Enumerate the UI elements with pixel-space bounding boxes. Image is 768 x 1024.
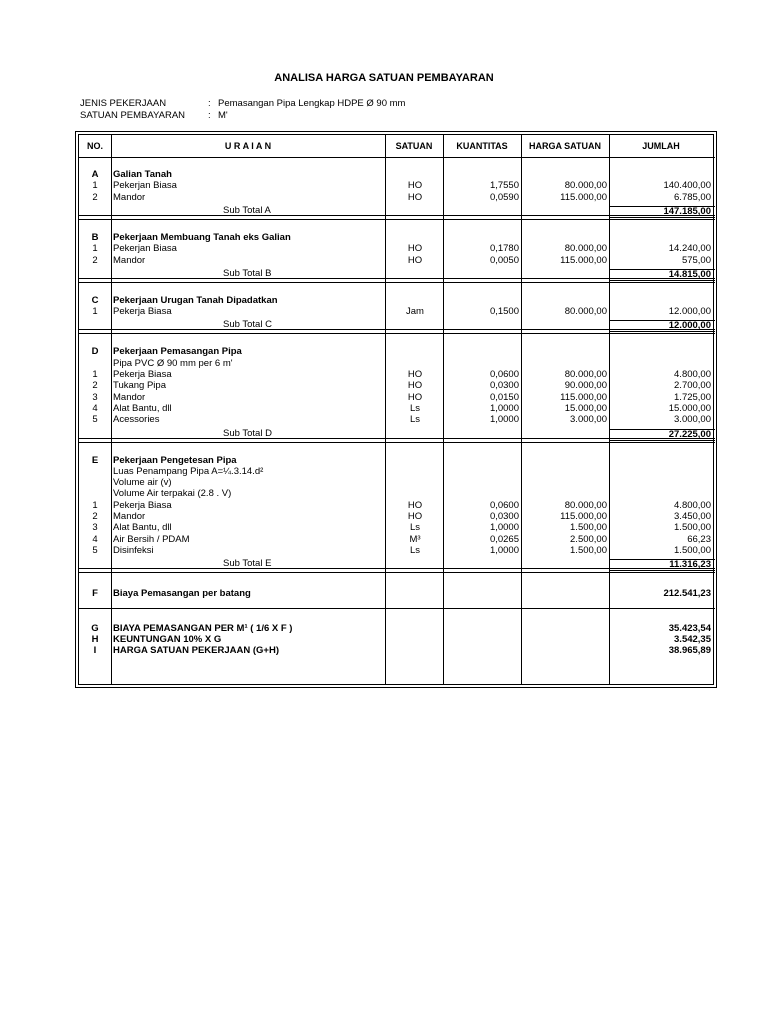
final-label: BIAYA PEMASANGAN PER M¹ ( 1/6 X F ) (113, 622, 293, 634)
item-jumlah: 1.500,00 (674, 522, 711, 534)
item-row (79, 403, 715, 414)
final-label: HARGA SATUAN PEKERJAAN (G+H) (113, 645, 279, 657)
section-title: Pekerjaan Membuang Tanah eks Galian (113, 231, 291, 243)
item-jumlah: 140.400,00 (663, 180, 711, 192)
item-satuan: HO (407, 254, 423, 266)
item-satuan: HO (407, 499, 423, 511)
item-uraian: Mandor (113, 391, 146, 403)
item-uraian: Mandor (113, 511, 146, 522)
section-header-row (79, 455, 715, 466)
item-row (79, 380, 715, 391)
header-satuan: SATUAN (395, 141, 433, 151)
item-no: 4 (92, 402, 98, 414)
item-harga-satuan: 90.000,00 (564, 380, 607, 392)
subtotal-label: Sub Total C (223, 319, 272, 331)
item-no: 2 (92, 380, 98, 392)
section-header-row (79, 346, 715, 357)
final-code: I (93, 645, 97, 657)
meta-satuan-pembayaran (80, 110, 228, 121)
item-row (79, 255, 715, 266)
item-harga-satuan: 115.000,00 (560, 254, 607, 266)
final-code: H (91, 633, 99, 645)
section-note-row (79, 466, 715, 477)
item-jumlah: 3.450,00 (674, 511, 711, 522)
item-uraian: Pekerjan Biasa (113, 243, 177, 255)
item-uraian: Disinfeksi (113, 544, 154, 556)
item-harga-satuan: 80.000,00 (564, 369, 607, 380)
item-satuan: M³ (409, 533, 421, 545)
subtotal-label: Sub Total D (223, 427, 272, 439)
item-uraian: Pekerja Biasa (113, 306, 172, 318)
final-value: 3.542,35 (674, 633, 711, 645)
item-satuan: HO (407, 369, 423, 380)
f-label: Biaya Pemasangan per batang (113, 588, 251, 600)
section-divider (79, 219, 715, 220)
f-value: 212.541,23 (663, 588, 711, 600)
item-kuantitas: 0,0600 (489, 369, 519, 380)
section-header-row (79, 295, 715, 306)
header-divider (79, 157, 715, 158)
section-note: Luas Penampang Pipa A=¼.3.14.d² (113, 465, 264, 477)
item-harga-satuan: 80.000,00 (564, 499, 607, 511)
section-note-row (79, 477, 715, 488)
item-jumlah: 1.500,00 (674, 544, 711, 556)
item-harga-satuan: 15.000,00 (564, 402, 607, 414)
meta-value: Pemasangan Pipa Lengkap HDPE Ø 90 mm (218, 98, 406, 109)
item-row (79, 500, 715, 511)
subtotal-value: 14.815,00 (668, 268, 711, 280)
meta-key: SATUAN PEMBAYARAN (80, 110, 186, 121)
item-row (79, 306, 715, 317)
item-jumlah: 575,00 (681, 254, 711, 266)
meta-value: M' (218, 110, 228, 121)
item-uraian: Alat Bantu, dll (113, 402, 172, 414)
item-harga-satuan: 1.500,00 (570, 522, 607, 534)
section-code: A (91, 169, 99, 180)
item-kuantitas: 0,1780 (489, 243, 519, 255)
item-row (79, 192, 715, 203)
final-label: KEUNTUNGAN 10% X G (113, 633, 222, 645)
item-harga-satuan: 80.000,00 (564, 180, 607, 192)
f-code: F (92, 588, 98, 600)
item-satuan: Ls (409, 402, 421, 414)
item-kuantitas: 0,0050 (489, 254, 519, 266)
f-row (79, 588, 715, 599)
header-uraian: U R A I A N (224, 141, 272, 151)
item-uraian: Alat Bantu, dll (113, 522, 172, 534)
item-kuantitas: 0,0590 (489, 191, 519, 203)
section-header-row (79, 169, 715, 180)
item-satuan: HO (407, 391, 423, 403)
item-uraian: Tukang Pipa (113, 380, 166, 392)
item-no: 2 (92, 254, 98, 266)
item-no: 1 (92, 499, 98, 511)
item-satuan: Jam (406, 306, 424, 318)
section-divider (79, 442, 715, 443)
section-note-row (79, 358, 715, 369)
item-kuantitas: 1,0000 (489, 544, 519, 556)
section-code: E (91, 454, 99, 466)
item-row (79, 522, 715, 533)
item-satuan: HO (407, 243, 423, 255)
item-row (79, 243, 715, 254)
subtotal-value: 147.185,00 (663, 205, 711, 217)
item-row (79, 180, 715, 191)
item-jumlah: 4.800,00 (674, 499, 711, 511)
item-jumlah: 4.800,00 (674, 369, 711, 380)
meta-key: JENIS PEKERJAAN (80, 98, 167, 109)
subtotal-label: Sub Total B (223, 267, 272, 279)
item-harga-satuan: 3.000,00 (570, 414, 607, 426)
item-harga-satuan: 2.500,00 (570, 533, 607, 545)
section-title: Pekerjaan Urugan Tanah Dipadatkan (113, 294, 278, 306)
item-harga-satuan: 80.000,00 (564, 306, 607, 318)
item-no: 1 (92, 180, 98, 192)
meta-jenis-pekerjaan (80, 98, 405, 109)
item-jumlah: 1.725,00 (674, 391, 711, 403)
item-jumlah: 14.240,00 (668, 243, 711, 255)
item-no: 2 (92, 191, 98, 203)
meta-colon: : (208, 98, 211, 109)
header-kuantitas: KUANTITAS (456, 141, 508, 151)
item-kuantitas: 1,7550 (489, 180, 519, 192)
section-title: Galian Tanah (113, 169, 172, 180)
section-title: Pekerjaan Pemasangan Pipa (113, 346, 242, 358)
section-code: B (91, 231, 99, 243)
item-jumlah: 15.000,00 (668, 402, 711, 414)
item-jumlah: 6.785,00 (674, 191, 711, 203)
item-kuantitas: 0,0600 (489, 499, 519, 511)
subtotal-label: Sub Total E (223, 558, 272, 570)
item-kuantitas: 0,1500 (489, 306, 519, 318)
item-satuan: HO (407, 191, 423, 203)
final-value: 38.965,89 (668, 645, 711, 657)
section-divider (79, 282, 715, 283)
subtotal-label: Sub Total A (223, 204, 271, 216)
item-satuan: Ls (409, 544, 421, 556)
subtotal-value: 11.316,23 (669, 559, 711, 571)
item-harga-satuan: 115.000,00 (560, 191, 607, 203)
item-uraian: Pekerjan Biasa (113, 180, 177, 192)
item-uraian: Mandor (113, 191, 146, 203)
f-divider (79, 608, 715, 609)
final-row (79, 645, 715, 656)
meta-colon: : (208, 110, 211, 121)
section-code: D (91, 346, 99, 358)
item-no: 1 (92, 243, 98, 255)
item-uraian: Mandor (113, 254, 146, 266)
item-jumlah: 12.000,00 (668, 306, 711, 318)
item-row (79, 545, 715, 556)
item-harga-satuan: 115.000,00 (560, 511, 607, 522)
item-row (79, 511, 715, 522)
item-row (79, 392, 715, 403)
item-harga-satuan: 80.000,00 (564, 243, 607, 255)
item-jumlah: 3.000,00 (674, 414, 711, 426)
section-note: Volume Air terpakai (2.8 . V) (113, 488, 232, 500)
item-harga-satuan: 1.500,00 (570, 544, 607, 556)
item-row (79, 414, 715, 425)
section-note: Pipa PVC Ø 90 mm per 6 m' (113, 357, 233, 369)
header-harga-satuan: HARGA SATUAN (529, 141, 601, 151)
subtotal-value: 27.225,00 (668, 428, 711, 440)
section-note: Volume air (v) (113, 477, 172, 489)
item-uraian: Acessories (113, 414, 160, 426)
item-satuan: HO (407, 511, 423, 522)
item-kuantitas: 1,0000 (489, 402, 519, 414)
item-kuantitas: 1,0000 (489, 414, 519, 426)
analysis-table (78, 134, 714, 685)
final-row (79, 623, 715, 634)
item-no: 5 (92, 544, 98, 556)
item-satuan: Ls (409, 522, 421, 534)
header-no: NO. (86, 141, 103, 151)
item-kuantitas: 0,0150 (489, 391, 519, 403)
item-satuan: HO (407, 180, 423, 192)
item-uraian: Pekerja Biasa (113, 369, 172, 380)
item-kuantitas: 0,0300 (489, 380, 519, 392)
item-no: 5 (92, 414, 98, 426)
item-kuantitas: 0,0300 (489, 511, 519, 522)
item-harga-satuan: 115.000,00 (560, 391, 607, 403)
item-no: 3 (92, 522, 98, 534)
item-jumlah: 2.700,00 (674, 380, 711, 392)
section-header-row (79, 232, 715, 243)
item-no: 2 (92, 511, 98, 522)
section-divider (79, 333, 715, 334)
item-row (79, 534, 715, 545)
final-value: 35.423,54 (668, 622, 711, 634)
header-jumlah: JUMLAH (642, 141, 680, 151)
item-row (79, 369, 715, 380)
item-satuan: HO (407, 380, 423, 392)
final-row (79, 634, 715, 645)
item-kuantitas: 0,0265 (489, 533, 519, 545)
item-no: 1 (92, 369, 98, 380)
section-code: C (91, 294, 99, 306)
item-uraian: Pekerja Biasa (113, 499, 172, 511)
section-title: Pekerjaan Pengetesan Pipa (113, 454, 237, 466)
item-satuan: Ls (409, 414, 421, 426)
subtotal-value: 12.000,00 (668, 320, 711, 332)
section-divider (79, 572, 715, 573)
final-code: G (91, 622, 99, 634)
item-kuantitas: 1,0000 (489, 522, 519, 534)
item-no: 4 (92, 533, 98, 545)
item-no: 1 (92, 306, 98, 318)
document-title: ANALISA HARGA SATUAN PEMBAYARAN (274, 72, 494, 84)
section-note-row (79, 488, 715, 499)
item-uraian: Air Bersih / PDAM (113, 533, 190, 545)
item-jumlah: 66,23 (687, 533, 711, 545)
item-no: 3 (92, 391, 98, 403)
